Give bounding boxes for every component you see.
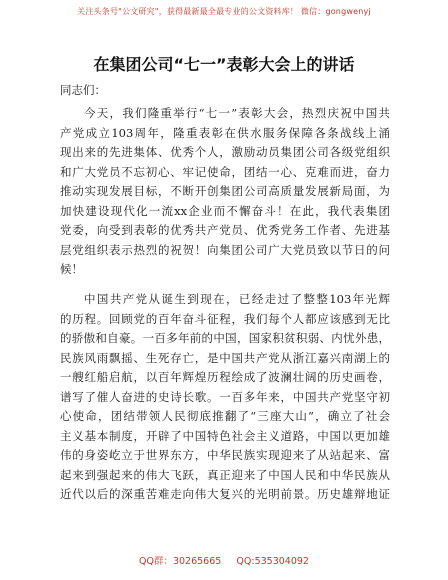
paragraph-2: [60, 290, 390, 505]
paragraph-line: 主义基本制度，开辟了中国特色社会主义道路，中国以更加雄: [60, 428, 390, 443]
footer-contact: [0, 553, 448, 567]
paragraph-line: 产党成立103周年，隆重表彰在供水服务保障各条战线上涌: [60, 125, 390, 140]
paragraph-1: [60, 104, 390, 280]
paragraph-line: 的历程。回顾党的百年奋斗征程，我们每个人都应该感到无比: [60, 311, 390, 326]
paragraph-line: 伟的身姿屹立于世界东方，中华民族实现迎来了从站起来、富: [60, 448, 390, 462]
paragraph-line: 心使命，团结带领人民彻底推翻了“三座大山”，确立了社会: [60, 409, 390, 423]
paragraph-line: 起来到强起来的伟大飞跃，真正迎来了中国人民和中华民族从: [60, 467, 390, 482]
footer-qq-group: QQ群：30265665: [139, 556, 222, 567]
paragraph-line: 民族风雨飘摇、生死存亡，是中国共产党从浙江嘉兴南湖上的: [60, 350, 390, 365]
paragraph-line: 谱写了催人奋进的史诗长歌。一百多年来，中国共产党坚守初: [60, 389, 390, 404]
paragraph-line: 和广大党员不忘初心、牢记使命，团结一心、克难而进，奋力: [60, 164, 390, 179]
paragraph-line: 近代以后的深重苦难走向伟大复兴的光明前景。历史雄辩地证: [60, 487, 390, 501]
paragraph-line: 的骄傲和自豪。一百多年前的中国，国家积贫积弱、内忧外患，: [60, 331, 390, 345]
paragraph-line: 加快建设现代化一流xx企业而不懈奋斗！在此，我代表集团: [60, 203, 390, 218]
paragraph-line: 层党组织表示热烈的祝贺！向集团公司广大党员致以节日的问: [60, 242, 390, 257]
paragraph-line: 推动实现发展目标，不断开创集团公司高质量发展新局面，为: [60, 184, 390, 198]
paragraph-line: 党委，向受到表彰的优秀共产党员、优秀党务工作者、先进基: [60, 223, 390, 237]
paragraph-line: 一艘红船启航，以百年辉煌历程绘成了波澜壮阔的历史画卷，: [60, 370, 390, 384]
paragraph-line: 候！: [60, 262, 83, 276]
paragraph-line: 现出来的先进集体、优秀个人，激励动员集团公司各级党组织: [60, 145, 390, 159]
document-title: 在集团公司“七一”表彰大会上的讲话: [93, 55, 355, 74]
paragraph-line: 今天，我们隆重举行“七一”表彰大会，热烈庆祝中国共: [84, 106, 390, 120]
footer-qq: QQ:535304092: [236, 556, 309, 567]
salutation: 同志们：: [60, 83, 106, 97]
paragraph-line: 中国共产党从诞生到现在，已经走过了整整103年光辉: [84, 292, 390, 306]
header-banner: 关注头条号"公文研究"，获得最新最全最专业的公文资料库！ 微信：gongwenyj: [77, 7, 371, 16]
